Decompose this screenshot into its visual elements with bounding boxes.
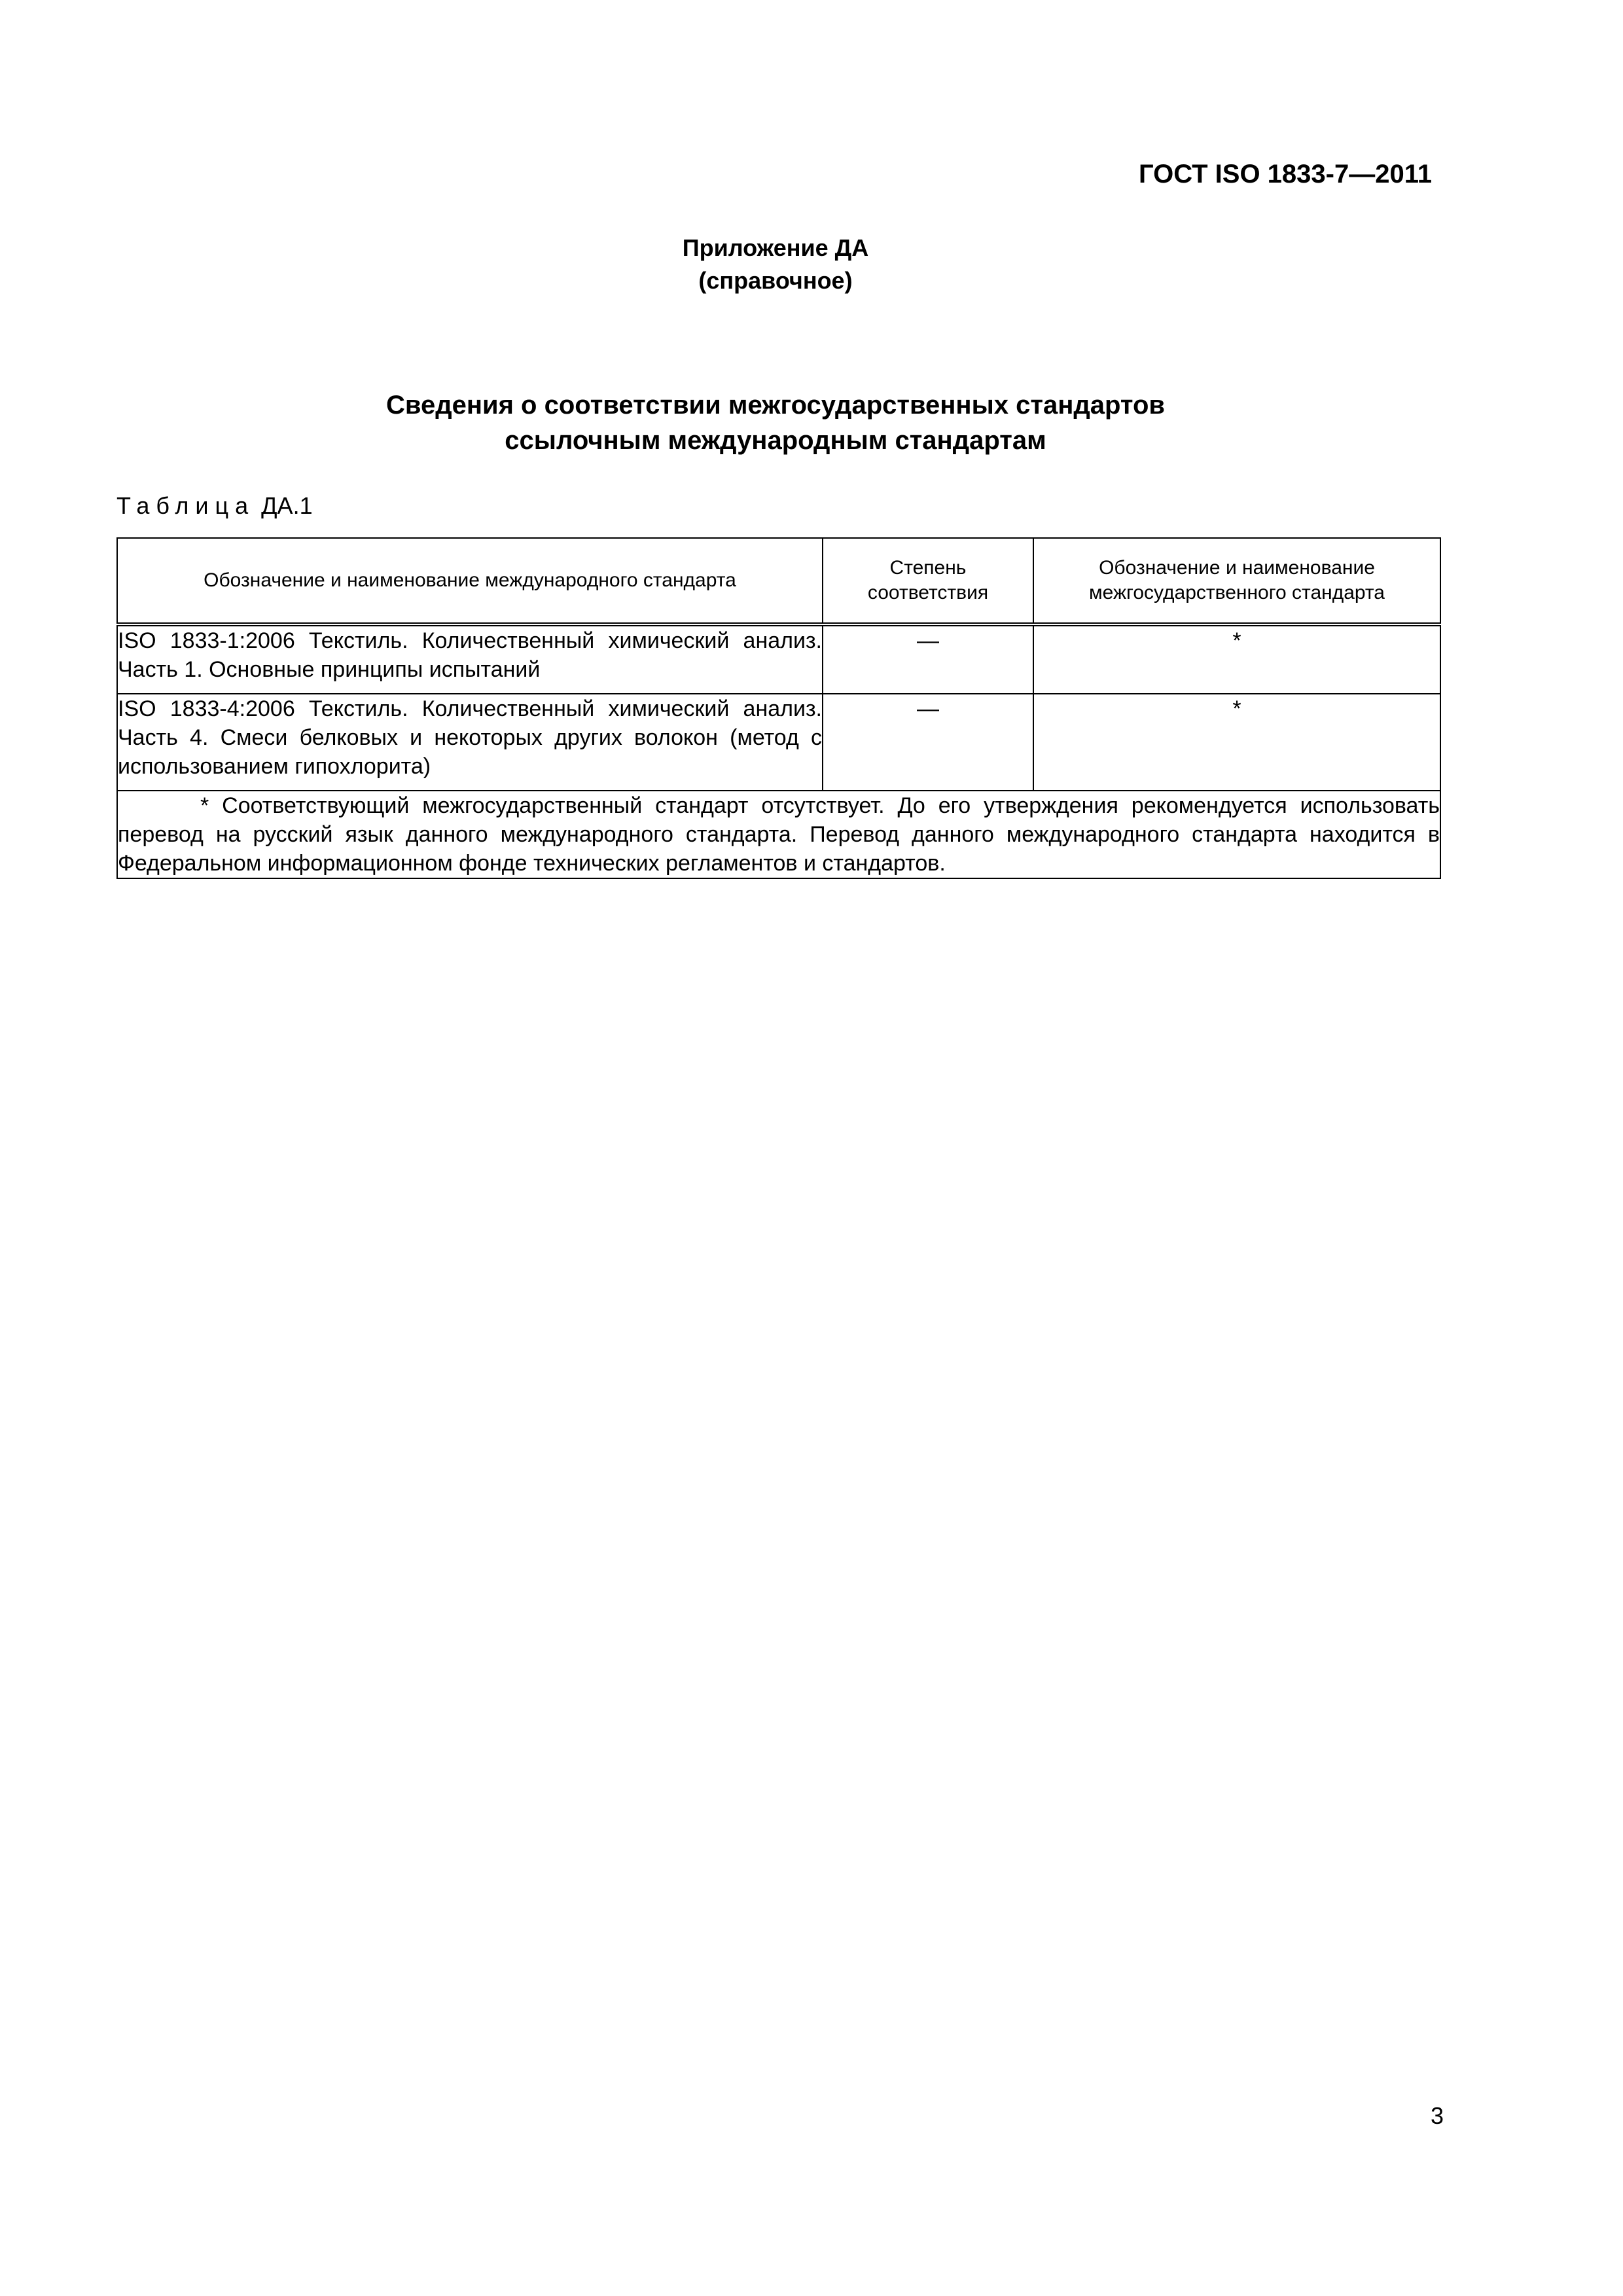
table-footnote-cell: [117, 791, 1440, 878]
page-number: 3: [1430, 2102, 1444, 2129]
header-degree-of-compliance: Степень соответствия: [823, 538, 1033, 624]
degree-cell: —: [823, 624, 1033, 694]
header-interstate-standard: Обозначение и наименование межгосударственного стандарта: [1033, 538, 1440, 624]
appendix-subtitle: (справочное): [698, 267, 853, 294]
interstate-standard-cell: *: [1033, 694, 1440, 791]
section-title: [0, 387, 1551, 458]
header-international-standard: Обозначение и наименование международного стандарта: [117, 538, 823, 624]
appendix-title: Приложение ДА: [682, 234, 869, 261]
table-label-prefix: Таблица: [116, 492, 255, 519]
document-code: ГОСТ ISO 1833-7—2011: [1138, 160, 1432, 188]
compliance-table: [116, 537, 1441, 879]
international-standard-cell: ISO 1833-4:2006 Текстиль. Количественный химический анализ. Часть 4. Смеси белковых и некоторых других волокон (метод с использованием гипохлорита): [117, 694, 823, 791]
table-label: [116, 492, 313, 520]
table-header-row: [117, 538, 1440, 624]
table-footnote: * Соответствующий межгосударственный стандарт отсутствует. До его утверждения рекомендуется использовать перевод на русский язык данного международного стандарта. Перевод данного международного стандарта находится в Федеральном информационном фонде технических регламентов и стандартов.: [118, 793, 1440, 876]
degree-cell: —: [823, 694, 1033, 791]
table-row: [117, 694, 1440, 791]
section-title-line-2: ссылочным международным стандартам: [505, 426, 1046, 455]
table-footnote-row: [117, 791, 1440, 878]
table-label-number: ДА.1: [261, 492, 313, 519]
section-title-line-1: Сведения о соответствии межгосударственных стандартов: [386, 391, 1165, 420]
appendix-heading: [0, 232, 1551, 297]
interstate-standard-cell: *: [1033, 624, 1440, 694]
international-standard-cell: ISO 1833-1:2006 Текстиль. Количественный химический анализ. Часть 1. Основные принципы испытаний: [117, 624, 823, 694]
table-row: [117, 624, 1440, 694]
